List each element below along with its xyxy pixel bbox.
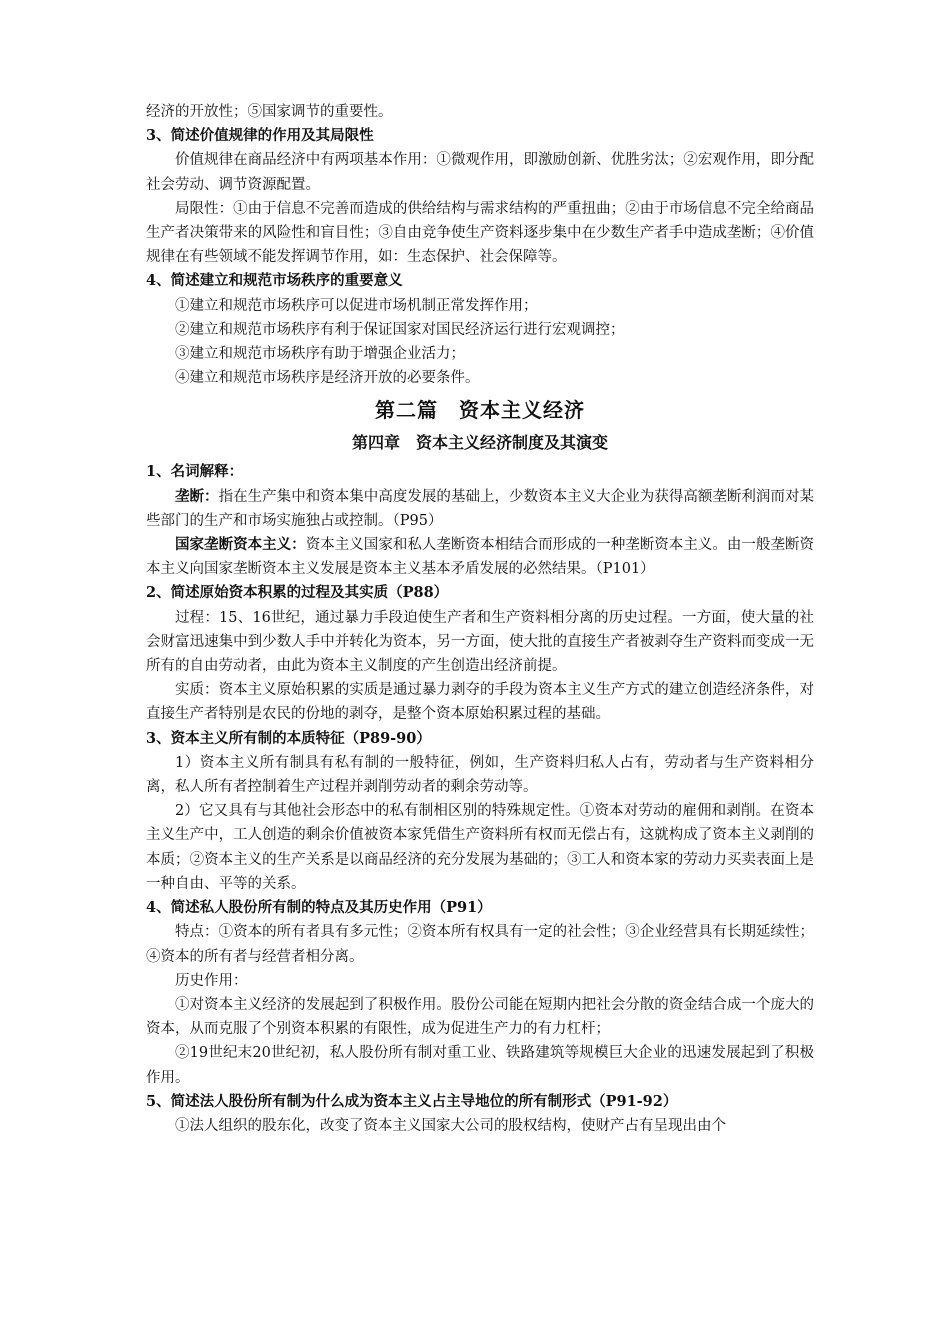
term-label: 垄断： bbox=[175, 487, 219, 505]
section-heading: 5、简述法人股份所有制为什么成为资本主义占主导地位的所有制形式（P91-92） bbox=[146, 1092, 678, 1110]
paragraph: ①法人组织的股东化，改变了资本主义国家大公司的股权结构，使财产占有呈现出由个 bbox=[175, 1117, 726, 1134]
paragraph: 1）资本主义所有制具有私有制的一般特征，例如，生产资料归私人占有，劳动者与生产资料相分离，私人所有者控制着生产过程并剥削劳动者的剩余劳动等。 bbox=[146, 754, 814, 796]
paragraph: ②19世纪末20世纪初，私人股份所有制对重工业、铁路建筑等规模巨大企业的迅速发展起到了积极作用。 bbox=[146, 1045, 814, 1086]
paragraph: 局限性：①由于信息不完善而造成的供给结构与需求结构的严重扭曲；②由于市场信息不完全给商品生产者决策带来的风险性和盲目性；③自由竞争使生产资料逐步集中在少数生产者手中造成垄断；④价值规律在有些领域不能发挥调节作用，如：生态保护、社会保障等。 bbox=[146, 200, 814, 266]
paragraph-continued: 经济的开放性；⑤国家调节的重要性。 bbox=[146, 104, 393, 120]
list-item: ④建立和规范市场秩序是经济开放的必要条件。 bbox=[175, 370, 480, 387]
section-heading: 4、简述建立和规范市场秩序的重要意义 bbox=[146, 272, 403, 290]
paragraph: 2）它又具有与其他社会形态中的私有制相区别的特殊规定性。①资本对劳动的雇佣和剥削。在资本主义生产中，工人创造的剩余价值被资本家凭借生产资料所有权而无偿占有，这就构成了资本主义剥削的本质；②资本主义的生产关系是以商品经济的充分发展为基础的；③工人和资本家的劳动力买卖表面上是一种自由、平等的关系。 bbox=[146, 803, 814, 892]
paragraph: 特点：①资本的所有者具有多元性；②资本所有权具有一定的社会性；③企业经营具有长期延续性；④资本的所有者与经营者相分离。 bbox=[146, 924, 814, 965]
paragraph: 历史作用： bbox=[175, 972, 248, 989]
list-item: ②建立和规范市场秩序有利于保证国家对国民经济运行进行宏观调控； bbox=[175, 321, 625, 338]
paragraph: 过程：15、16世纪，通过暴力手段迫使生产者和生产资料相分离的历史过程。一方面，使大量的社会财富迅速集中到少数人手中并转化为资本，另一方面，使大批的直接生产者被剥夺生产资料而变成一无所有的自由劳动者，由此为资本主义制度的产生创造出经济前提。 bbox=[146, 609, 814, 675]
term-definition bbox=[146, 485, 814, 533]
list-item: ①建立和规范市场秩序可以促进市场机制正常发挥作用； bbox=[175, 297, 538, 314]
section-heading: 3、简述价值规律的作用及其局限性 bbox=[146, 127, 374, 145]
chapter-title: 第四章 资本主义经济制度及其演变 bbox=[351, 433, 608, 453]
section-heading: 2、简述原始资本积累的过程及其实质（P88） bbox=[146, 584, 449, 602]
section-heading: 1、名词解释： bbox=[146, 463, 244, 481]
paragraph: 价值规律在商品经济中有两项基本作用：①微观作用，即激励创新、优胜劣汰；②宏观作用，即分配社会劳动、调节资源配置。 bbox=[146, 152, 814, 193]
term-text: 资本主义国家和私人垄断资本相结合而形成的一种垄断资本主义。由一般垄断资本主义向国家垄断资本主义发展是资本主义基本矛盾发展的必然结果。（P101） bbox=[146, 537, 815, 578]
part-title: 第二篇 资本主义经济 bbox=[375, 398, 585, 423]
paragraph: ①对资本主义经济的发展起到了积极作用。股份公司能在短期内把社会分散的资金结合成一个庞大的资本，从而克服了个别资本积累的有限性，成为促进生产力的有力杠杆； bbox=[146, 996, 814, 1038]
paragraph: 实质：资本主义原始积累的实质是通过暴力剥夺的手段为资本主义生产方式的建立创造经济条件，对直接生产者特别是农民的份地的剥夺，是整个资本原始积累过程的基础。 bbox=[146, 682, 814, 723]
list-item: ③建立和规范市场秩序有助于增强企业活力； bbox=[175, 346, 465, 363]
section-heading: 3、资本主义所有制的本质特征（P89-90） bbox=[146, 729, 431, 747]
term-definition bbox=[146, 533, 814, 581]
document-page bbox=[146, 100, 814, 1138]
term-label: 国家垄断资本主义： bbox=[175, 536, 306, 554]
section-heading: 4、简述私人股份所有制的特点及其历史作用（P91） bbox=[146, 899, 492, 917]
term-text: 指在生产集中和资本集中高度发展的基础上，少数资本主义大企业为获得高额垄断利润而对某些部门的生产和市场实施独占或控制。（P95） bbox=[146, 488, 815, 529]
